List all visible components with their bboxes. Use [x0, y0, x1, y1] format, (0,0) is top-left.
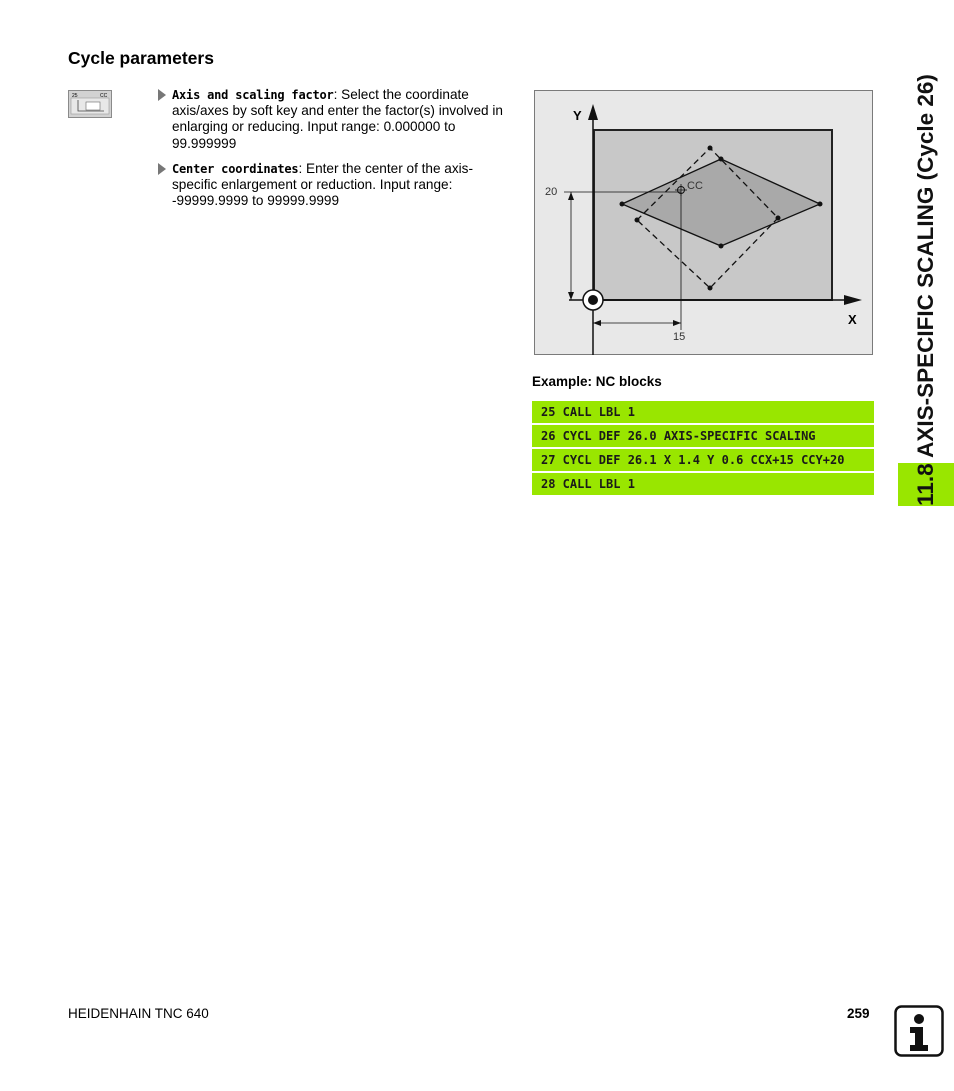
param-center-coordinates	[158, 161, 513, 210]
x-value-label: 15	[673, 331, 686, 343]
x-axis-label: X	[848, 312, 857, 327]
param-axis-scaling-factor	[158, 87, 513, 152]
param-description: : Select the coordinate axis/axes by soft key and enter the factor(s) involved in enlarging or reducing. Input range: 0.000000 to 99.999999	[172, 87, 503, 151]
cycle-26-softkey-icon	[68, 90, 112, 118]
y-axis-label: Y	[573, 108, 582, 123]
footer-product: HEIDENHAIN TNC 640	[68, 1006, 209, 1021]
example-title: Example: NC blocks	[532, 374, 662, 389]
info-icon	[894, 1005, 944, 1057]
nc-block-line: 25 CALL LBL 1	[532, 401, 874, 423]
nc-block-line: 26 CYCL DEF 26.0 AXIS-SPECIFIC SCALING	[532, 425, 874, 447]
param-name: Axis and scaling factor	[172, 88, 334, 102]
section-heading: Cycle parameters	[68, 48, 214, 68]
softkey-right-label: CC	[100, 93, 108, 99]
softkey-left-label: 25	[72, 93, 78, 99]
page-number: 259	[847, 1006, 870, 1021]
bullet-triangle-icon	[158, 89, 166, 101]
y-value-label: 20	[545, 186, 558, 198]
bullet-triangle-icon	[158, 163, 166, 175]
nc-block-line: 28 CALL LBL 1	[532, 473, 874, 495]
scaling-diagram	[534, 90, 873, 355]
nc-block-line: 27 CYCL DEF 26.1 X 1.4 Y 0.6 CCX+15 CCY+20	[532, 449, 874, 471]
param-description: : Enter the center of the axis-specific enlargement or reduction. Input range: -99999.9999 to 99999.9999	[172, 161, 473, 209]
center-label: CC	[687, 180, 703, 192]
chapter-side-title: 11.8 AXIS-SPECIFIC SCALING (Cycle 26)	[913, 74, 938, 506]
param-name: Center coordinates	[172, 162, 299, 176]
